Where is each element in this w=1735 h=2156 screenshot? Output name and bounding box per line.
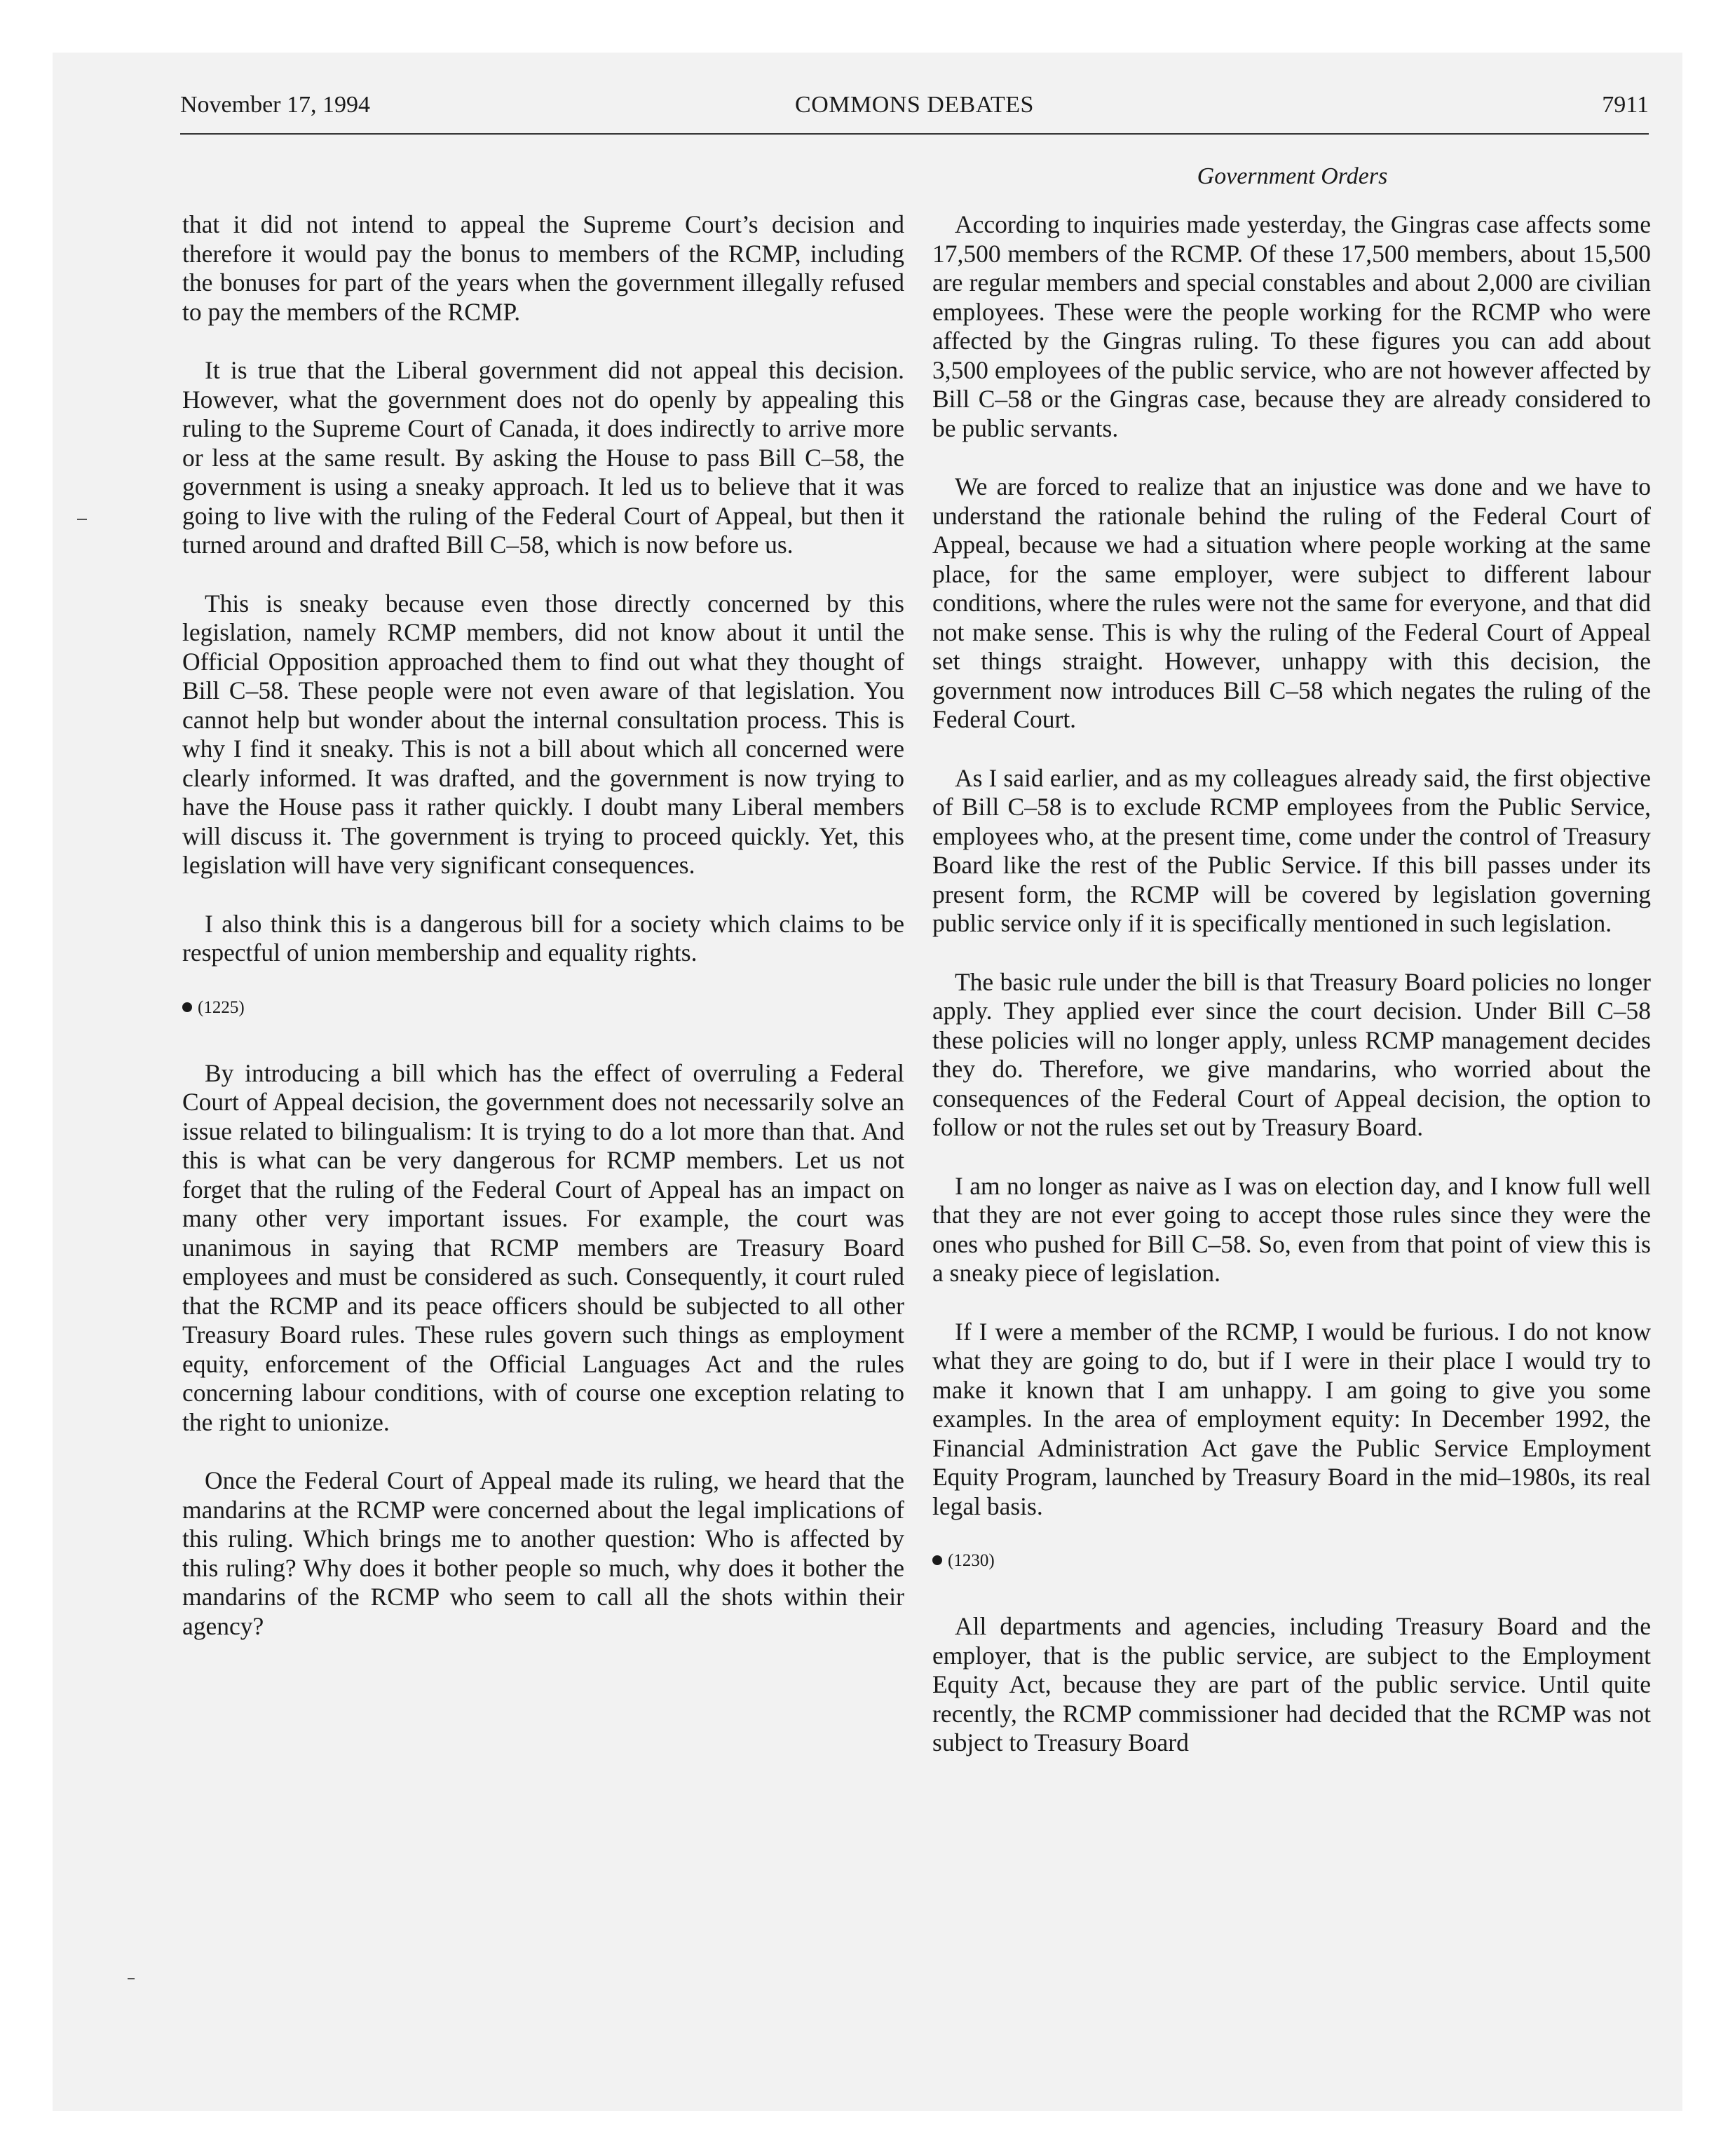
paragraph: As I said earlier, and as my colleagues already said, the first objective of Bill C–58 is to exclude RCMP employees from the Public Service, employees who, at the present time, come under the control of Treasury Board like the rest of the Public Service. If this bill passes under its present form, the RCMP will be covered by legislation governing public service only if it is specifically mentioned in such legislation.	[932, 763, 1651, 937]
paragraph: that it did not intend to appeal the Supreme Court’s decision and therefore it would pay the bonus to members of the RCMP, including the bonuses for part of the years when the government illegally refused to pay the members of the RCMP.	[182, 210, 904, 326]
time-marker	[932, 1550, 1651, 1571]
scan-mark	[128, 1978, 135, 1979]
paragraph: The basic rule under the bill is that Treasury Board policies no longer apply. They applied ever since the court decision. Under Bill C–58 these policies will no longer apply, unless RCMP management decides they do. Therefore, we give mandarins, who worried about the consequences of the Federal Court of Appeal decision, the option to follow or not the rules set out by Treasury Board.	[932, 967, 1651, 1141]
time-marker-label: (1225)	[198, 997, 245, 1017]
page-number: 7911	[1602, 92, 1649, 118]
paragraph: If I were a member of the RCMP, I would be furious. I do not know what they are going to do, but if I were in their place I would try to make it known that I am unhappy. I am going to give you some examples. In the area of employment equity: In December 1992, the Financial Administration Act gave the Public Service Employment Equity Program, launched by Treasury Board in the mid–1980s, its real legal basis.	[932, 1317, 1651, 1520]
paragraph: It is true that the Liberal government did not appeal this decision. However, what the government does not do openly by appealing this ruling to the Supreme Court of Canada, it does indirectly to arrive more or less at the same result. By asking the House to pass Bill C–58, the government is using a sneaky approach. It led us to believe that it was going to live with the ruling of the Federal Court of Appeal, but then it turned around and drafted Bill C–58, which is now before us.	[182, 356, 904, 559]
paragraph: We are forced to realize that an injustice was done and we have to understand the rationale behind the ruling of the Federal Court of Appeal, because we had a situation where people working at the same place, for the same employer, were subject to different labour conditions, where the rules were not the same for everyone, and that did not make sense. This is why the ruling of the Federal Court of Appeal set things straight. However, unhappy with this decision, the government now introduces Bill C–58 which negates the ruling of the Federal Court.	[932, 472, 1651, 733]
right-column	[932, 210, 1651, 1787]
paragraph: I also think this is a dangerous bill for a society which claims to be respectful of union membership and equality rights.	[182, 909, 904, 967]
paragraph: Once the Federal Court of Appeal made its ruling, we heard that the mandarins at the RCMP were concerned about the legal implications of this ruling. Which brings me to another question: Who is affected by this ruling? Why does it bother people so much, why does it bother the mandarins of the RCMP who seem to call all the shots within their agency?	[182, 1466, 904, 1640]
left-column	[182, 210, 904, 1670]
paragraph: By introducing a bill which has the effect of overruling a Federal Court of Appeal decision, the government does not necessarily solve an issue related to bilingualism: It is trying to do a lot more than that. And this is what can be very dangerous for RCMP members. Let us not forget that the ruling of the Federal Court of Appeal has an impact on many other very important issues. For example, the court was unanimous in saying that RCMP members are Treasury Board employees and must be considered as such. Consequently, it court ruled that the RCMP and its peace officers should be subjected to all other Treasury Board rules. These rules govern such things as employment equity, enforcement of the Official Languages Act and the rules concerning labour conditions, with of course one exception relating to the right to unionize.	[182, 1058, 904, 1436]
scan-mark	[77, 519, 87, 520]
paragraph: This is sneaky because even those directly concerned by this legislation, namely RCMP members, did not know about it until the Official Opposition approached them to find out what they thought of Bill C–58. These people were not even aware of that legislation. You cannot help but wonder about the internal consultation process. This is why I find it sneaky. This is not a bill about which all concerned were clearly informed. It was drafted, and the government is now trying to have the House pass it rather quickly. I doubt many Liberal members will discuss it. The government is trying to proceed quickly. Yet, this legislation will have very significant consequences.	[182, 589, 904, 879]
header-publication: COMMONS DEBATES	[795, 92, 1034, 118]
bullet-icon	[932, 1555, 942, 1565]
paragraph: According to inquiries made yesterday, the Gingras case affects some 17,500 members of the RCMP. Of these 17,500 members, about 15,500 are regular members and special constables and about 2,000 are civilian employees. These were the people working for the RCMP who were affected by the Gingras ruling. To these figures you can add about 3,500 employees of the public service, who are not however affected by Bill C–58 or the Gingras case, because they are already considered to be public servants.	[932, 210, 1651, 442]
section-title: Government Orders	[1197, 163, 1388, 189]
bullet-icon	[182, 1002, 192, 1012]
time-marker	[182, 997, 904, 1018]
header-date: November 17, 1994	[180, 92, 371, 118]
page-header	[180, 91, 1649, 135]
paragraph: All departments and agencies, including Treasury Board and the employer, that is the public service, are subject to the Employment Equity Act, because they are part of the public service. Until quite recently, the RCMP commissioner had decided that the RCMP was not subject to Treasury Board	[932, 1612, 1651, 1756]
time-marker-label: (1230)	[948, 1551, 995, 1570]
paragraph: I am no longer as naive as I was on election day, and I know full well that they are not ever going to accept those rules since they were the ones who pushed for Bill C–58. So, even from that point of view this is a sneaky piece of legislation.	[932, 1171, 1651, 1287]
